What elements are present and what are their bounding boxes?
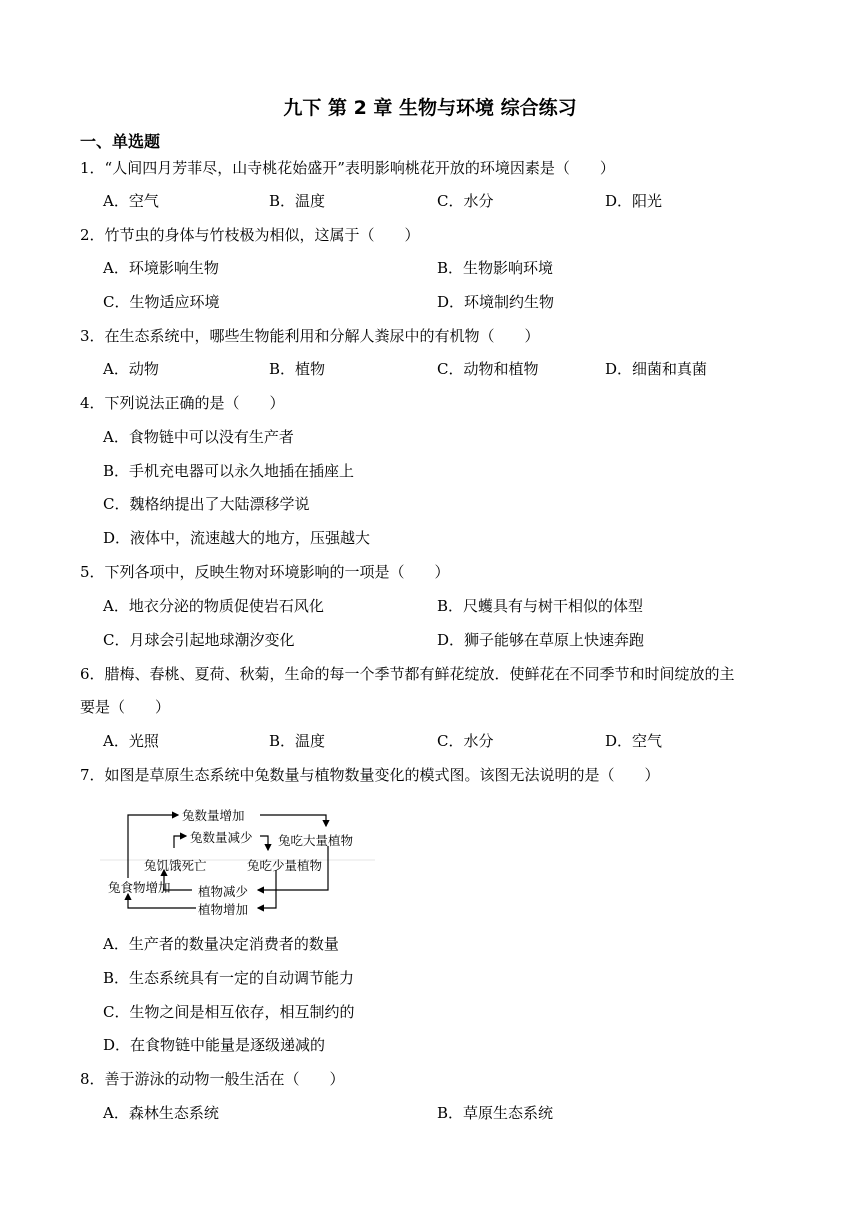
question-7: 7．如图是草原生态系统中兔数量与植物数量变化的模式图。该图无法说明的是（ ） — [80, 766, 660, 784]
q5-option-b: B．尺蠖具有与树干相似的体型 — [437, 597, 644, 615]
q3-option-a: A．动物 — [103, 360, 159, 378]
q8-option-b: B．草原生态系统 — [437, 1104, 554, 1122]
q3-option-d: D．细菌和真菌 — [605, 360, 708, 378]
q2-option-c: C．生物适应环境 — [103, 293, 220, 311]
diagram-label-rabbit-eat-few: 兔吃少量植物 — [247, 858, 323, 873]
diagram-label-plant-decrease: 植物减少 — [198, 884, 249, 899]
q4-option-d: D．液体中，流速越大的地方，压强越大 — [103, 529, 371, 547]
q6-option-b: B．温度 — [269, 732, 326, 750]
q1-option-a: A．空气 — [103, 192, 159, 210]
question-8: 8．善于游泳的动物一般生活在（ ） — [80, 1070, 345, 1088]
section-heading: 一、单选题 — [80, 132, 161, 151]
diagram-label-plant-increase: 植物增加 — [198, 902, 249, 917]
q8-option-a: A．森林生态系统 — [103, 1104, 219, 1122]
question-1: 1．“人间四月芳菲尽，山寺桃花始盛开”表明影响桃花开放的环境因素是（ ） — [80, 159, 615, 177]
q7-option-a: A．生产者的数量决定消费者的数量 — [103, 935, 339, 953]
question-6-continued: 要是（ ） — [80, 698, 171, 716]
q1-option-d: D．阳光 — [605, 192, 663, 210]
page-title: 九下 第 2 章 生物与环境 综合练习 — [283, 97, 577, 119]
q7-option-b: B．生态系统具有一定的自动调节能力 — [103, 969, 355, 987]
q4-option-b: B．手机充电器可以永久地插在插座上 — [103, 462, 355, 480]
q5-option-c: C．月球会引起地球潮汐变化 — [103, 631, 295, 649]
q1-option-c: C．水分 — [437, 192, 494, 210]
question-6: 6．腊梅、春桃、夏荷、秋菊，生命的每一个季节都有鲜花绽放．使鲜花在不同季节和时间绽放的主 — [80, 665, 735, 683]
question-2: 2．竹节虫的身体与竹枝极为相似，这属于（ ） — [80, 226, 420, 244]
q6-option-c: C．水分 — [437, 732, 494, 750]
question-4: 4．下列说法正确的是（ ） — [80, 394, 285, 412]
q2-option-a: A．环境影响生物 — [103, 259, 219, 277]
q2-option-d: D．环境制约生物 — [437, 293, 555, 311]
q6-option-d: D．空气 — [605, 732, 663, 750]
q3-option-b: B．植物 — [269, 360, 326, 378]
q7-option-c: C．生物之间是相互依存，相互制约的 — [103, 1003, 355, 1021]
rabbit-plant-cycle-diagram — [100, 798, 375, 920]
q5-option-a: A．地衣分泌的物质促使岩石风化 — [103, 597, 324, 615]
diagram-label-rabbit-decrease: 兔数量减少 — [190, 830, 253, 845]
diagram-label-rabbit-eat-many: 兔吃大量植物 — [278, 833, 354, 848]
q2-option-b: B．生物影响环境 — [437, 259, 554, 277]
q4-option-a: A．食物链中可以没有生产者 — [103, 428, 294, 446]
q7-option-d: D．在食物链中能量是逐级递减的 — [103, 1036, 326, 1054]
q3-option-c: C．动物和植物 — [437, 360, 539, 378]
q4-option-c: C．魏格纳提出了大陆漂移学说 — [103, 495, 310, 513]
diagram-label-rabbit-increase: 兔数量增加 — [182, 808, 245, 823]
question-5: 5．下列各项中，反映生物对环境影响的一项是（ ） — [80, 563, 450, 581]
question-3: 3．在生态系统中，哪些生物能利用和分解人粪尿中的有机物（ ） — [80, 327, 540, 345]
q1-option-b: B．温度 — [269, 192, 326, 210]
q6-option-a: A．光照 — [103, 732, 159, 750]
q5-option-d: D．狮子能够在草原上快速奔跑 — [437, 631, 645, 649]
diagram-label-rabbit-food-increase: 兔食物增加 — [108, 880, 171, 895]
diagram-label-rabbit-starve: 兔饥饿死亡 — [144, 858, 207, 873]
